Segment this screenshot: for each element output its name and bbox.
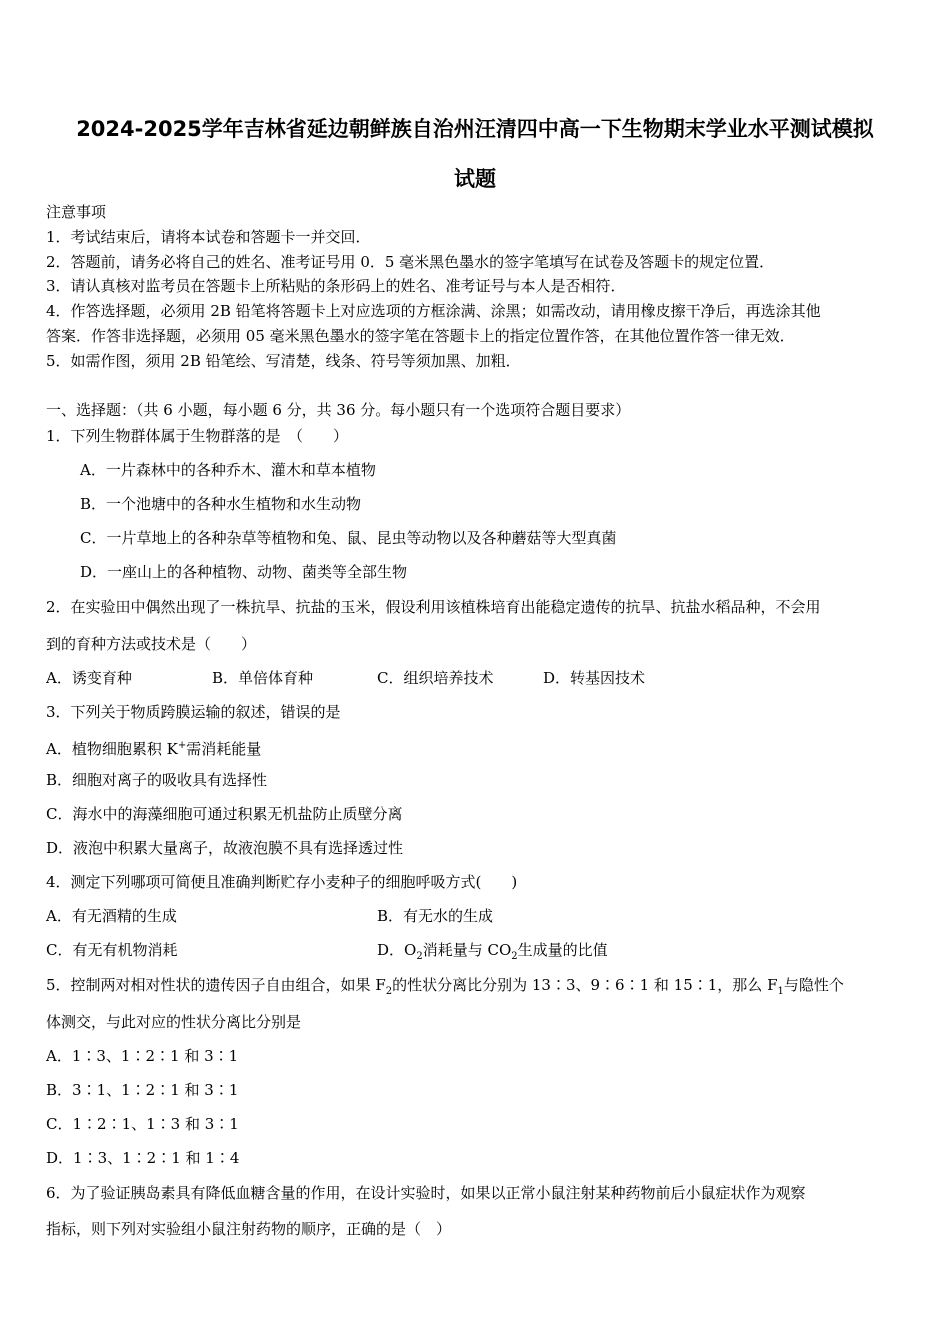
notice-item-3: 3．请认真核对监考员在答题卡上所粘贴的条形码上的姓名、准考证号与本人是否相符． [46,277,626,295]
q1-stem: 1．下列生物群体属于生物群落的是 （ ） [46,427,349,445]
q3-option-c: C．海水中的海藻细胞可通过积累无机盐防止质壁分离 [46,805,403,823]
q2-option-d: D．转基因技术 [543,669,646,687]
q3-stem: 3．下列关于物质跨膜运输的叙述，错误的是 [46,703,341,721]
q5-option-d: D．1∶3、1∶2∶1 和 1∶4 [46,1149,240,1167]
q4-option-a: A．有无酒精的生成 [46,907,177,925]
q6-stem-line1: 6．为了验证胰岛素具有降低血糖含量的作用，在设计实验时，如果以正常小鼠注射某种药物前后小鼠症状作为观察 [46,1184,806,1202]
q1-option-c: C．一片草地上的各种杂草等植物和兔、鼠、昆虫等动物以及各种蘑菇等大型真菌 [80,529,617,547]
q4-option-b: B．有无水的生成 [377,907,494,925]
q3-option-b: B．细胞对离子的吸收具有选择性 [46,771,268,789]
notice-item-4-cont: 答案．作答非选择题，必须用 05 毫米黑色墨水的签字笔在答题卡上的指定位置作答，在其他位置作答一律无效． [46,327,795,345]
q6-stem-line2: 指标，则下列对实验组小鼠注射药物的顺序，正确的是（ ） [46,1220,452,1238]
q5-option-b: B．3∶1、1∶2∶1 和 3∶1 [46,1081,239,1099]
section-heading: 一、选择题：（共 6 小题，每小题 6 分，共 36 分。每小题只有一个选项符合题目要求） [46,401,631,419]
q5-option-c: C．1∶2∶1、1∶3 和 3∶1 [46,1115,239,1133]
q5-stem-sub2: 1 [777,986,784,997]
q2-option-a: A．诱变育种 [46,669,132,687]
q3-option-a-tail: 需消耗能量 [186,740,262,758]
exam-title-line1: 2024-2025学年吉林省延边朝鲜族自治州汪清四中高一下生物期末学业水平测试模拟 [76,117,874,141]
q4-option-d [377,940,608,967]
q2-option-c: C．组织培养技术 [377,669,494,687]
q5-option-a: A．1∶3、1∶2∶1 和 3∶1 [46,1047,239,1065]
q3-option-a-text: A．植物细胞累积 K [46,740,178,758]
q2-option-b: B．单倍体育种 [212,669,314,687]
q1-option-a: A．一片森林中的各种乔木、灌木和草本植物 [80,461,376,479]
q4-option-d-mid: 消耗量与 CO [422,941,512,959]
q2-stem-line1: 2．在实验田中偶然出现了一株抗旱、抗盐的玉米，假设利用该植株培育出能稳定遗传的抗旱、抗盐水稻品种，不会用 [46,598,821,616]
q4-option-c: C．有无有机物消耗 [46,941,178,959]
q5-stem-line2: 体测交，与此对应的性状分离比分别是 [46,1013,302,1031]
q4-option-d-sub2: 2 [511,951,518,962]
notice-heading: 注意事项 [46,203,107,221]
q3-option-a [46,736,261,759]
q4-option-d-sub1: 2 [416,951,423,962]
q5-stem-part1: 5．控制两对相对性状的遗传因子自由组合，如果 F [46,976,386,994]
exam-title-line2: 试题 [454,167,496,191]
q5-stem-sub1: 2 [385,986,393,997]
notice-item-4: 4．作答选择题，必须用 2B 铅笔将答题卡上对应选项的方框涂满、涂黑；如需改动，请用橡皮擦干净后，再选涂其他 [46,302,821,320]
q1-option-d: D．一座山上的各种植物、动物、菌类等全部生物 [80,563,408,581]
q5-stem-line1 [46,975,844,1002]
q4-stem: 4．测定下列哪项可简便且准确判断贮存小麦种子的细胞呼吸方式( ) [46,873,518,891]
notice-item-2: 2．答题前，请务必将自己的姓名、准考证号用 0．5 毫米黑色墨水的签字笔填写在试卷及答题卡的规定位置． [46,253,775,271]
q4-option-d-tail: 生成量的比值 [517,941,608,959]
q2-stem-line2: 到的育种方法或技术是（ ） [46,635,257,653]
q4-option-d-text: D．O [377,941,417,959]
notice-item-5: 5．如需作图，须用 2B 铅笔绘、写清楚，线条、符号等须加黑、加粗． [46,352,521,370]
q3-option-d: D．液泡中积累大量离子，故液泡膜不具有选择透过性 [46,839,404,857]
q1-option-b: B．一个池塘中的各种水生植物和水生动物 [80,495,362,513]
q3-option-a-sup: + [177,740,187,751]
q5-stem-part2: 的性状分离比分别为 13∶3、9∶6∶1 和 15∶1，那么 F [392,976,778,994]
q5-stem-part3: 与隐性个 [783,976,844,994]
notice-item-1: 1．考试结束后，请将本试卷和答题卡一并交回． [46,228,371,246]
